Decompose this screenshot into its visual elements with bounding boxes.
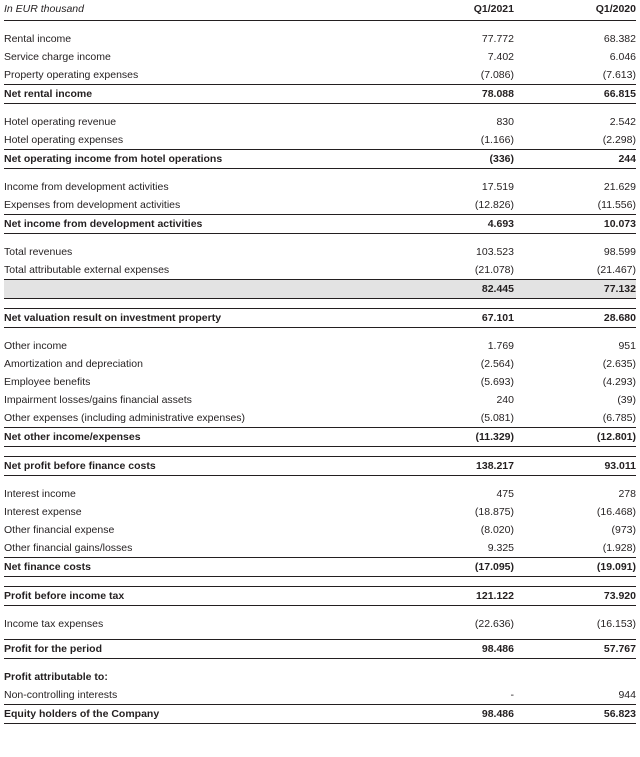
row-spacer	[4, 476, 636, 486]
row-label: Income tax expenses	[4, 618, 104, 630]
row-value-q1-2021: 17.519	[481, 181, 514, 193]
table-row	[4, 66, 636, 85]
row-value-q1-2021: 98.486	[392, 640, 514, 659]
row-label: Interest expense	[4, 506, 82, 518]
row-label: Net rental income	[4, 85, 392, 104]
row-label: Profit for the period	[4, 640, 392, 659]
table-row	[4, 215, 636, 234]
row-label: Other financial expense	[4, 524, 115, 536]
row-value-q1-2021: (17.095)	[392, 558, 514, 577]
row-label: Expenses from development activities	[4, 199, 181, 211]
header-col2: Q1/2020	[514, 0, 636, 21]
row-label: Net income from development activities	[4, 215, 392, 234]
row-value-q1-2020: (2.298)	[602, 134, 636, 146]
row-value-q1-2021: 7.402	[487, 51, 514, 63]
row-value-q1-2021: 830	[496, 116, 514, 128]
row-label: Service charge income	[4, 51, 111, 63]
row-value-q1-2021: (1.166)	[480, 134, 514, 146]
spacer-cell	[4, 328, 636, 338]
row-spacer	[4, 447, 636, 457]
row-value-q1-2020: (1.928)	[602, 542, 636, 554]
row-value-q1-2020: (16.468)	[596, 506, 636, 518]
row-label: Profit attributable to:	[4, 671, 108, 683]
row-label: Hotel operating revenue	[4, 116, 117, 128]
row-value-q1-2021: 475	[496, 488, 514, 500]
row-spacer	[4, 234, 636, 244]
row-value-q1-2021: 82.445	[392, 280, 514, 299]
row-spacer	[4, 328, 636, 338]
table-row	[4, 150, 636, 169]
row-value-q1-2020: (6.785)	[602, 412, 636, 424]
table-row	[4, 196, 636, 215]
header-label: In EUR thousand	[4, 0, 392, 21]
table-row	[4, 85, 636, 104]
table-row	[4, 373, 636, 391]
table-row	[4, 457, 636, 476]
table-row	[4, 485, 636, 503]
row-value-q1-2020: (19.091)	[514, 558, 636, 577]
row-label: Rental income	[4, 33, 72, 45]
row-value-q1-2021: 98.486	[392, 705, 514, 724]
spacer-cell	[4, 476, 636, 486]
row-value-q1-2021: (7.086)	[480, 69, 514, 81]
table-row	[4, 587, 636, 606]
row-value-q1-2020: (21.467)	[596, 264, 636, 276]
row-spacer	[4, 299, 636, 309]
row-value-q1-2021: (5.693)	[480, 376, 514, 388]
row-value-q1-2021: -	[510, 689, 514, 701]
row-label: Property operating expenses	[4, 69, 139, 81]
row-value-q1-2020: (39)	[617, 394, 636, 406]
table-row	[4, 309, 636, 328]
row-label: Net operating income from hotel operations	[4, 150, 392, 169]
row-label: Net valuation result on investment property	[4, 309, 392, 328]
spacer-cell	[4, 169, 636, 179]
row-label: Total revenues	[4, 246, 73, 258]
row-label: Amortization and depreciation	[4, 358, 143, 370]
row-value-q1-2020: (12.801)	[514, 428, 636, 447]
table-row	[4, 355, 636, 373]
table-row	[4, 428, 636, 447]
row-value-q1-2020: 73.920	[514, 587, 636, 606]
row-label: Total attributable external expenses	[4, 264, 170, 276]
row-value-q1-2020: 951	[618, 340, 636, 352]
row-value-q1-2021: (12.826)	[474, 199, 514, 211]
table-body	[4, 21, 636, 724]
row-spacer	[4, 577, 636, 587]
table-row	[4, 686, 636, 705]
spacer-cell	[4, 659, 636, 669]
row-value-q1-2021: 121.122	[392, 587, 514, 606]
row-label: Net profit before finance costs	[4, 457, 392, 476]
table-row	[4, 539, 636, 558]
table-row	[4, 30, 636, 48]
row-value-q1-2021: 9.325	[487, 542, 514, 554]
row-value-q1-2021: 103.523	[476, 246, 514, 258]
table-row	[4, 503, 636, 521]
row-value-q1-2020: 28.680	[514, 309, 636, 328]
row-value-q1-2021: 77.772	[481, 33, 514, 45]
table-row	[4, 113, 636, 131]
table-head	[4, 0, 636, 21]
row-value-q1-2020	[514, 668, 636, 686]
row-spacer	[4, 21, 636, 31]
row-value-q1-2021: 4.693	[392, 215, 514, 234]
row-label	[4, 280, 392, 299]
row-label: Other income	[4, 340, 68, 352]
row-value-q1-2020: 56.823	[514, 705, 636, 724]
row-value-q1-2021: (5.081)	[480, 412, 514, 424]
row-value-q1-2021: (21.078)	[474, 264, 514, 276]
row-spacer	[4, 169, 636, 179]
row-label: Interest income	[4, 488, 76, 500]
spacer-cell	[4, 447, 636, 457]
row-value-q1-2020: 278	[618, 488, 636, 500]
header-col1: Q1/2021	[392, 0, 514, 21]
row-value-q1-2020: 21.629	[603, 181, 636, 193]
table-row	[4, 521, 636, 539]
row-label: Other financial gains/losses	[4, 542, 133, 554]
row-value-q1-2020: (2.635)	[602, 358, 636, 370]
spacer-cell	[4, 299, 636, 309]
table-row	[4, 337, 636, 355]
table-row	[4, 640, 636, 659]
row-value-q1-2020: 6.046	[609, 51, 636, 63]
row-value-q1-2021: (22.636)	[474, 618, 514, 630]
table-row	[4, 243, 636, 261]
row-value-q1-2020: 57.767	[514, 640, 636, 659]
row-value-q1-2021: (2.564)	[480, 358, 514, 370]
row-value-q1-2020: 244	[514, 150, 636, 169]
spacer-cell	[4, 606, 636, 616]
row-label: Net finance costs	[4, 558, 392, 577]
row-label: Net other income/expenses	[4, 428, 392, 447]
row-value-q1-2021: (18.875)	[474, 506, 514, 518]
table-row	[4, 131, 636, 150]
row-value-q1-2020: 66.815	[514, 85, 636, 104]
row-value-q1-2020: 93.011	[514, 457, 636, 476]
row-value-q1-2021: (11.329)	[392, 428, 514, 447]
row-label: Profit before income tax	[4, 587, 392, 606]
row-value-q1-2020: (4.293)	[602, 376, 636, 388]
row-value-q1-2020: 944	[618, 689, 636, 701]
row-value-q1-2020: 2.542	[609, 116, 636, 128]
table-row	[4, 261, 636, 280]
table-row	[4, 178, 636, 196]
row-value-q1-2020: 98.599	[603, 246, 636, 258]
table-header-row	[4, 0, 636, 21]
row-value-q1-2020: (16.153)	[596, 618, 636, 630]
financial-table	[4, 0, 636, 724]
row-label: Employee benefits	[4, 376, 91, 388]
spacer-cell	[4, 104, 636, 114]
row-value-q1-2021: (8.020)	[480, 524, 514, 536]
row-value-q1-2021: 78.088	[392, 85, 514, 104]
row-value-q1-2020: 77.132	[514, 280, 636, 299]
spacer-cell	[4, 234, 636, 244]
row-spacer	[4, 659, 636, 669]
row-label: Non-controlling interests	[4, 689, 118, 701]
spacer-cell	[4, 577, 636, 587]
table-row	[4, 615, 636, 633]
table-row	[4, 705, 636, 724]
row-spacer	[4, 606, 636, 616]
table-row	[4, 48, 636, 66]
row-value-q1-2021: 240	[496, 394, 514, 406]
table-row	[4, 409, 636, 428]
table-row	[4, 280, 636, 299]
table-row	[4, 668, 636, 686]
row-value-q1-2021: 1.769	[487, 340, 514, 352]
row-value-q1-2020: (973)	[611, 524, 636, 536]
row-value-q1-2020: (11.556)	[597, 199, 636, 211]
row-spacer	[4, 104, 636, 114]
table-row	[4, 558, 636, 577]
row-label: Income from development activities	[4, 181, 169, 193]
row-value-q1-2021	[392, 668, 514, 686]
spacer-cell	[4, 21, 636, 31]
row-value-q1-2021: 67.101	[392, 309, 514, 328]
row-value-q1-2020: 10.073	[514, 215, 636, 234]
row-value-q1-2020: 68.382	[603, 33, 636, 45]
row-value-q1-2021: (336)	[392, 150, 514, 169]
row-label: Other expenses (including administrative expenses)	[4, 412, 246, 424]
row-label: Hotel operating expenses	[4, 134, 124, 146]
row-value-q1-2021: 138.217	[392, 457, 514, 476]
table-row	[4, 391, 636, 409]
row-label: Impairment losses/gains financial assets	[4, 394, 192, 406]
row-value-q1-2020: (7.613)	[602, 69, 636, 81]
row-label: Equity holders of the Company	[4, 705, 392, 724]
